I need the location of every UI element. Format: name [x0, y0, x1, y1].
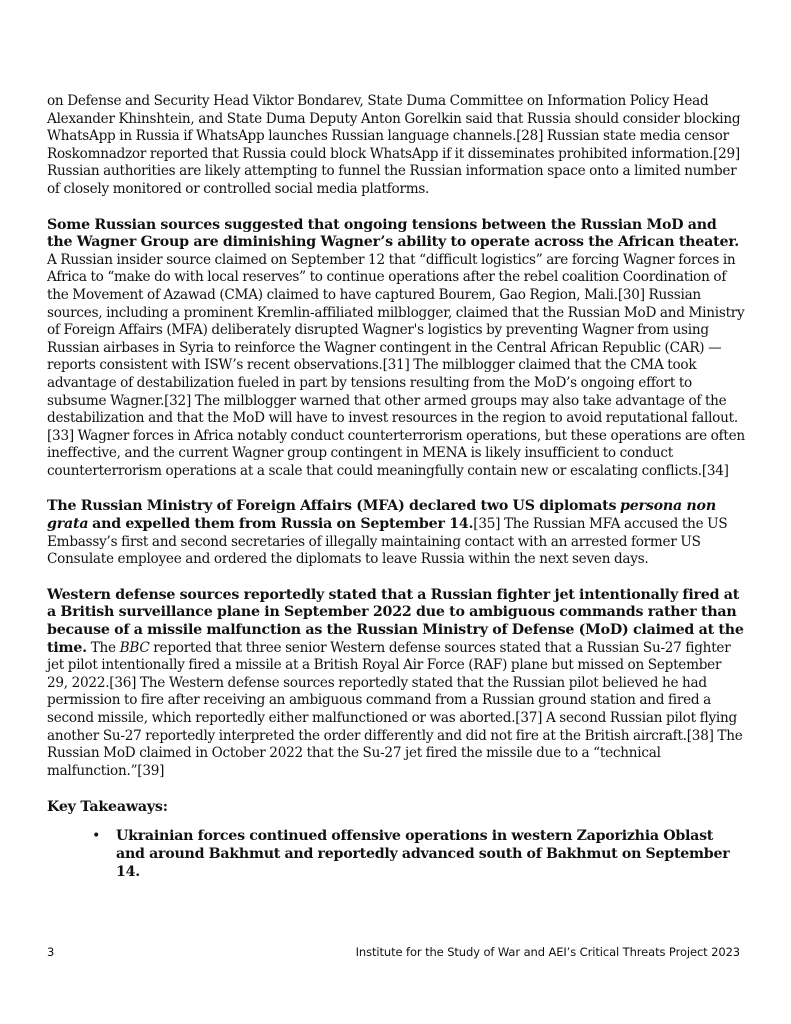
key-takeaway-item [92, 828, 745, 881]
paragraph-su27-incident [47, 587, 745, 781]
paragraph-lead-continued: and expelled them from Russia on September 14. [92, 516, 474, 533]
paragraph-lead-italic: persona non grata [47, 498, 716, 533]
bbc-italic: BBC [119, 639, 150, 656]
key-takeaways-heading: Key Takeaways: [47, 799, 168, 816]
paragraph-wagner-africa [47, 217, 745, 481]
key-takeaway-text: Ukrainian forces continued offensive operations in western Zaporizhia Oblast and around Bakhmut and reportedly advanced south of Bakhmut on September 14. [116, 828, 730, 880]
paragraph-lead: The Russian Ministry of Foreign Affairs (MFA) declared two US diplomats [47, 498, 617, 515]
page-body [47, 93, 745, 881]
paragraph-body: on Defense and Security Head Viktor Bondarev, State Duma Committee on Information Policy Head Alexander Khinshtein, and State Duma Deputy Anton Gorelkin said that Russia should consider blocking WhatsApp in Russia if WhatsApp launches Russian language channels.[28] Russian state media censor Roskomnadzor reported that Russia could block WhatsApp if it disseminates prohibited information.[29] Russian authorities are likely attempting to funnel the Russian information space onto a limited number of closely monitored or controlled social media platforms. [47, 93, 741, 197]
paragraph-us-diplomats [47, 498, 745, 568]
footer-organization: Institute for the Study of War and AEI’s Critical Threats Project 2023 [355, 945, 740, 959]
paragraph-lead: Western defense sources reportedly stated that a Russian fighter jet intentionally fired at a British surveillance plane in September 2022 due to ambiguous commands rather than because of a missile malfunction as the Russian Ministry of Defense (MoD) claimed at the time. [47, 586, 744, 656]
bullet-icon: • [92, 828, 101, 845]
paragraph-body-start: The [90, 639, 116, 656]
paragraph-whatsapp-blocking [47, 93, 745, 199]
paragraph-lead: Some Russian sources suggested that ongoing tensions between the Russian MoD and the Wagner Group are diminishing Wagner’s ability to operate across the African theater. [47, 216, 740, 251]
key-takeaways-list [47, 828, 745, 881]
paragraph-body: reported that three senior Western defense sources stated that a Russian Su-27 fighter jet pilot intentionally fired a missile at a British Royal Air Force (RAF) plane but missed on September 29, 2022.[36] The Western defense sources reportedly stated that the Russian pilot believed he had permission to fire after receiving an ambiguous command from a Russian ground station and fired a second missile, which reportedly either malfunctioned or was aborted.[37] A second Russian pilot flying another Su-27 reportedly interpreted the order differently and did not fire at the British aircraft.[38] The Russian MoD claimed in October 2022 that the Su-27 jet fired the missile due to a “technical malfunction.”[39] [47, 639, 743, 779]
paragraph-body: A Russian insider source claimed on September 12 that “difficult logistics” are forcing Wagner forces in Africa to “make do with local reserves” to continue operations after the rebel coalition Coordination of the Movement of Azawad (CMA) claimed to have captured Bourem, Gao Region, Mali.[30] Russian sources, including a prominent Kremlin-affiliated milblogger, claimed that the Russian MoD and Ministry of Foreign Affairs (MFA) deliberately disrupted Wagner's logistics by preventing Wagner from using Russian airbases in Syria to reinforce the Wagner contingent in the Central African Republic (CAR) — reports consistent with ISW’s recent observations.[31] The milblogger claimed that the CMA took advantage of destabilization fueled in part by tensions resulting from the MoD’s ongoing effort to subsume Wagner.[32] The milblogger warned that other armed groups may also take advantage of the destabilization and that the MoD will have to invest resources in the region to avoid reputational fallout.[33] Wagner forces in Africa notably conduct counterterrorism operations, but these operations are often ineffective, and the current Wagner group contingent in MENA is likely insufficient to conduct counterterrorism operations at a scale that could meaningfully contain new or escalating conflicts.[34] [47, 251, 745, 479]
paragraph-body: [35] The Russian MFA accused the US Embassy’s first and second secretaries of illegally maintaining contact with an arrested former US Consulate employee and ordered the diplomats to leave Russia within the next seven days. [47, 516, 728, 568]
page-number: 3 [47, 945, 55, 959]
